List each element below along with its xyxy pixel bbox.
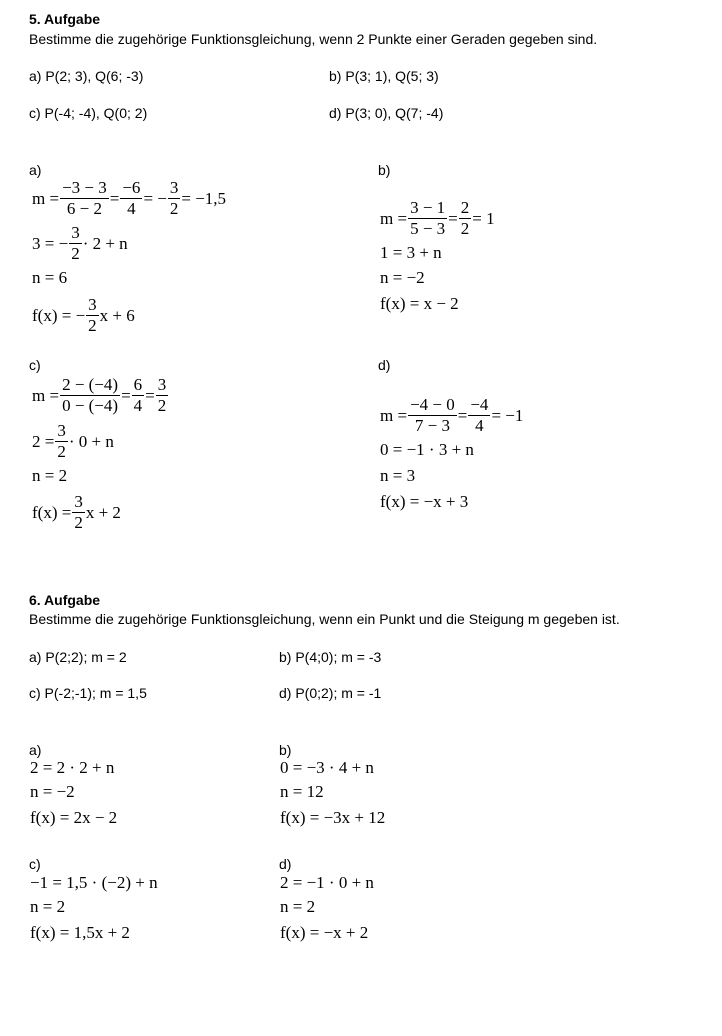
solution6-a-line2: n = −2: [30, 782, 75, 801]
solution6-c-line2: n = 2: [30, 897, 66, 916]
solution6-b-line1: 0 = −3 · 4 + n: [280, 758, 374, 777]
task5-item-d: d) P(3; 0), Q(7; -4): [329, 105, 444, 121]
solution-c-slope: m = $\frac{2 - (-4)}{0 - (-4)}$ = $\frac{6}{4}$ = $\frac{3}{2}$: [32, 375, 167, 415]
task6-item-c: c) P(-2;-1); m = 1,5: [29, 685, 147, 701]
task6-item-b: b) P(4;0); m = -3: [279, 649, 382, 665]
solution6-c-result: f(x) = 1,5x + 2: [30, 923, 130, 942]
task5-item-c: c) P(-4; -4), Q(0; 2): [29, 105, 148, 121]
solution-label-c: c): [29, 357, 41, 373]
solution-label-b: b): [378, 162, 391, 178]
solution-b-line2: 1 = 3 + n: [380, 243, 442, 262]
solution-b-result: f(x) = x − 2: [380, 294, 459, 313]
task6-instruction: Bestimme die zugehörige Funktionsgleichung, wenn ein Punkt und die Steigung m gegeben ist.: [29, 611, 620, 627]
solution6-b-result: f(x) = −3x + 12: [280, 808, 386, 827]
solution6-d-line2: n = 2: [280, 897, 316, 916]
solution-c-line2: 2 = $\frac{3}{2}$ · 0 + n: [32, 421, 114, 461]
solution6-label-b: b): [279, 742, 292, 758]
solution-b-slope: m = $\frac{3 - 1}{5 - 3}$ = $\frac{2}{2}$ = 1: [380, 198, 495, 238]
task5-instruction: Bestimme die zugehörige Funktionsgleichung, wenn 2 Punkte einer Geraden gegeben sind.: [29, 31, 598, 47]
fraction: $\frac{6}{4}$: [133, 375, 143, 415]
fraction: $\frac{3 - 1}{5 - 3}$: [410, 198, 446, 238]
solution6-d-line1: 2 = −1 · 0 + n: [280, 873, 374, 892]
solution6-d-result: f(x) = −x + 2: [280, 923, 369, 942]
solution6-c-line1: −1 = 1,5 · (−2) + n: [30, 873, 158, 892]
fraction: $\frac{-4 - 0}{7 - 3}$: [410, 395, 455, 435]
solution-c-result: f(x) = $\frac{3}{2}$ x + 2: [32, 492, 121, 532]
solution-c-line3: n = 2: [32, 466, 68, 485]
task6-item-d: d) P(0;2); m = -1: [279, 685, 382, 701]
solution6-a-line1: 2 = 2 · 2 + n: [30, 758, 115, 777]
fraction: $\frac{3}{2}$: [88, 295, 97, 335]
solution-a-line3: n = 6: [32, 268, 68, 287]
fraction: $\frac{3}{2}$: [74, 492, 83, 532]
solution-d-line2: 0 = −1 · 3 + n: [380, 440, 474, 459]
fraction: $\frac{3}{2}$: [169, 178, 179, 218]
task5-title: 5. Aufgabe: [29, 11, 101, 27]
fraction: $\frac{3}{2}$: [157, 375, 167, 415]
solution-d-result: f(x) = −x + 3: [380, 492, 469, 511]
solution6-b-line2: n = 12: [280, 782, 324, 801]
solution-d-slope: m = $\frac{-4 - 0}{7 - 3}$ = $\frac{-4}{4}$ = −1: [380, 395, 524, 435]
fraction: $\frac{-3 - 3}{6 - 2}$: [62, 178, 107, 218]
task5-item-b: b) P(3; 1), Q(5; 3): [329, 68, 439, 84]
task6-title: 6. Aufgabe: [29, 592, 101, 608]
solution6-label-c: c): [29, 856, 41, 872]
fraction: $\frac{2 - (-4)}{0 - (-4)}$: [62, 375, 119, 415]
solution-a-result: f(x) = − $\frac{3}{2}$ x + 6: [32, 295, 135, 335]
solution6-label-d: d): [279, 856, 292, 872]
solution6-a-result: f(x) = 2x − 2: [30, 808, 118, 827]
solution-label-a: a): [29, 162, 42, 178]
solution-a-line2: 3 = − $\frac{3}{2}$ · 2 + n: [32, 223, 128, 263]
task6-item-a: a) P(2;2); m = 2: [29, 649, 127, 665]
task5-item-a: a) P(2; 3), Q(6; -3): [29, 68, 144, 84]
fraction: $\frac{-4}{4}$: [470, 395, 489, 435]
fraction: $\frac{2}{2}$: [460, 198, 470, 238]
solution-a-slope: m = $\frac{-3 - 3}{6 - 2}$ = $\frac{-6}{4}$ = − $\frac{3}{2}$ = −1,5: [32, 178, 227, 218]
solution-d-line3: n = 3: [380, 466, 416, 485]
fraction: $\frac{-6}{4}$: [122, 178, 141, 218]
solution-label-d: d): [378, 357, 391, 373]
solution-b-line3: n = −2: [380, 268, 425, 287]
fraction: $\frac{3}{2}$: [57, 421, 66, 461]
solution6-label-a: a): [29, 742, 42, 758]
fraction: $\frac{3}{2}$: [71, 223, 80, 263]
